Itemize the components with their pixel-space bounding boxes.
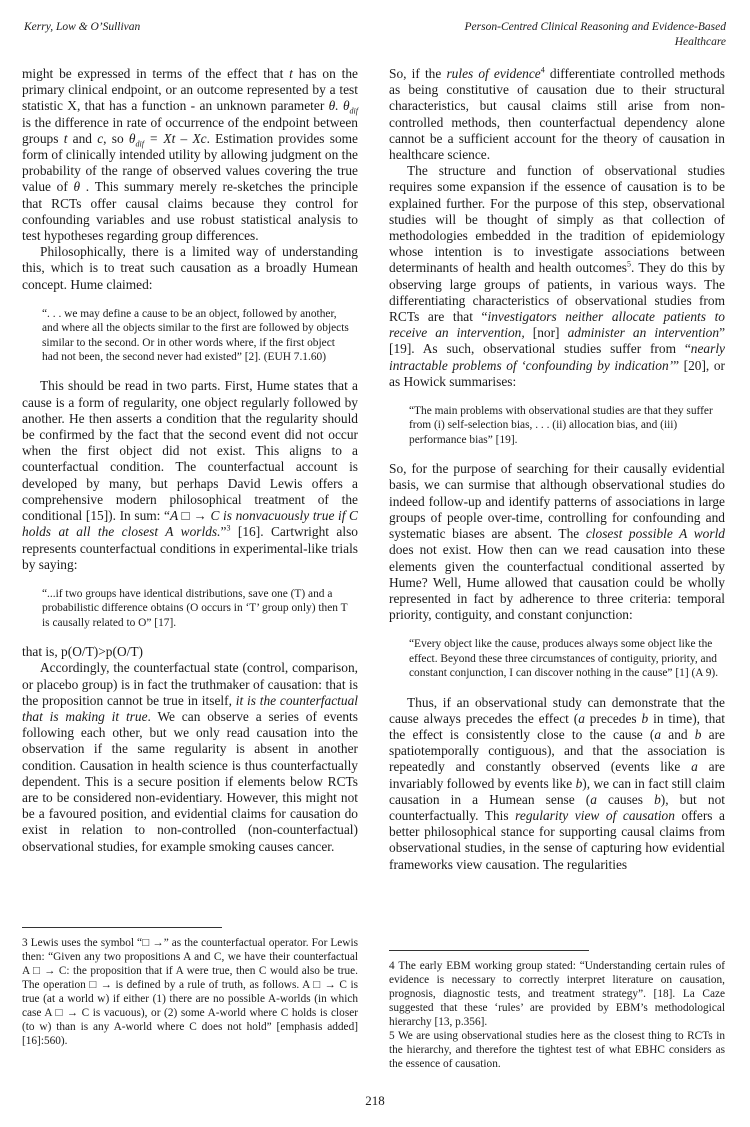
paragraph: So, for the purpose of searching for their causally evidential basis, we can surmise that although observational studies do indeed follow-up and identify patterns of associations in large groups of people over-time, controlling for confounding and systematic biases are absent. The closest possible A world does not exist. How then can we read causation into these elements given the counterfactual conditional asserted by Hume? Well, Hume allowed that causation could be wholly represented in fact by adherence to three criteria: temporal priority, contiguity, and constant conjunction: — [389, 461, 725, 623]
page-number: 218 — [365, 1093, 385, 1108]
paragraph: So, if the rules of evidence$^4$ differentiate controlled methods as being constitutive of causation due to their structural characteristics, but causal claims still arise from non-controlled methods, then counterfactual dependency alone cannot be a sufficient account for the theory of causation in healthcare science. — [389, 65, 725, 163]
footnote-divider — [389, 950, 589, 951]
footnote-4: 4 The early EBM working group stated: “Understanding certain rules of evidence is necessary to correctly interpret literature on causation, prognosis, diagnostic tests, and treatment strategy”. [18]. La Caze suggested that these ‘rules’ are provided by EBM’s methodological hierarchy [13, p.356]. — [389, 960, 725, 1028]
running-header-title-line2: Healthcare — [674, 36, 726, 48]
block-quote: “...if two groups have identical distributions, save one (T) and a probabilistic difference obtains (O occurs in ‘T’ group only) then T is causally related to O” [17]. — [42, 587, 348, 629]
block-quote: “Every object like the cause, produces always some object like the effect. Beyond these three circumstances of contiguity, priority, and constant conjunction, I can discover nothing in the cause” [1] (A 9). — [409, 638, 719, 680]
block-quote: “The main problems with observational studies are that they suffer from (i) self-selection bias, . . . (ii) allocation bias, and (iii) performance bias” [19]. — [409, 405, 713, 446]
running-header-title-line1: Person-Centred Clinical Reasoning and Evidence-Based — [464, 21, 726, 33]
block-quote: “. . . we may define a cause to be an object, followed by another, and where all the objects similar to the first are followed by objects similar to the second. Or in other words where, if the first object had not been, the second never had existed” [2]. (EUH 7.1.60) — [42, 307, 349, 364]
left-column — [22, 66, 358, 855]
footnote-divider — [22, 927, 222, 928]
paragraph: Philosophically, there is a limited way of understanding this, which is to treat such causation as a broadly Humean concept. Hume claimed: — [22, 244, 358, 292]
paragraph: This should be read in two parts. First, Hume states that a cause is a form of regularity, one object regularly followed by another. He then asserts a condition that the regularity should be confirmed by the fact that the second event did not occur when the first object did not exist. This aligns to a counterfactual condition. The counterfactual account is developed by many, but perhaps David Lewis offers a comprehensive modern philosophical treatment of the conditional [15]). In sum: “A □ → C is nonvacuously true if C holds at all the closest A worlds.”$^3$ [16]. Cartwright also represents counterfactual conditions in experimental-like trials by saying: — [22, 378, 358, 572]
paragraph: Accordingly, the counterfactual state (control, comparison, or placebo group) is in fact the truthmaker of causation: that is the proposition cannot be true in itself, it is the counterfactual that is making it true. We can observe a series of events following each other, but we only read causation into the observation if the same regularity is absent in another condition. Causation in health science is thus counterfactually dependent. This is a secure position if elements below RCTs are to be considered non-evidentiary. However, this might not be a favoured position, and evidential claims for causation do exist in relation to non-controlled (non-counterfactual) observational studies, for example smoking causes cancer. — [22, 660, 358, 854]
footnote-5: 5 We are using observational studies here as the closest thing to RCTs in the hierarchy, and therefore the tightest test of what EBHC considers as the essence of causation. — [389, 1030, 725, 1070]
right-column — [389, 66, 725, 873]
paragraph: Thus, if an observational study can demonstrate that the cause always precedes the effect (a precedes b in time), that the effect is consistently close to the cause (a and b are spatiotemporally contiguous), and that the association is repeatedly and constantly observed (events like a are invariably followed by events like b), we can in fact still claim causation in a Humean sense (a causes b), but not counterfactually. This regularity view of causation offers a better philosophical stance for supporting causal claims from observational studies, in the sense of capturing how evidential frameworks view causation. The regularities — [389, 694, 726, 872]
footnote-left — [22, 936, 358, 1048]
running-header-authors: Kerry, Low & O’Sullivan — [24, 21, 141, 33]
running-header-title — [406, 20, 726, 50]
paragraph: The structure and function of observational studies requires some expansion if the essence of causation is to be explained further. For the purpose of this step, observational studies will be thought of simply as that collection of methodologies embedded in the tradition of epidemiology whose intention is to investigate associations between determinants of health and health outcomes$^5$. They do this by observing large groups of patients, in various ways. The differentiating characteristics of observational studies from RCTs are that “investigators neither allocate patients to receive an intervention, [nor] administer an intervention” [19]. As such, observational studies suffer from “nearly intractable problems of ‘confounding by indication’” [20], or as Howick summarises: — [389, 163, 726, 389]
footnote-right — [389, 959, 725, 1071]
footnote-3: 3 Lewis uses the symbol “□ →” as the counterfactual operator. For Lewis then: “Given any two propositions A and C, we have their counterfactual A □ → C: the proposition that if A were true, then C would also be true. The operation □ → is defined by a rule of truth, as follows. A □ → C is true (at a world w) if either (1) there are no possible A-worlds (in which case A □ → C is vacuous), or (2) some A-world where C holds is closer (to w) than is any A-world where C does not hold” [emphasis added] [16]:560). — [22, 937, 358, 1047]
paragraph: that is, p(O/T)>p(O/T) — [22, 644, 143, 660]
paragraph: might be expressed in terms of the effect that t has on the primary clinical endpoint, or an outcome represented by a test statistic X, that has a function - an unknown parameter θ. $\theta_{dif}$ is the difference in rate of occurrence of the endpoint between groups t and c, so $\theta_{dif} = Xt - Xc$. Estimation provides some form of clinically intended utility by allowing judgment on the probability of the range of observed values covering the true value of θ . This summary merely re-sketches the principle that RCTs offer causal claims because they control for confounding variables and use robust statistical analysis to test hypotheses regarding group differences. — [22, 66, 359, 244]
